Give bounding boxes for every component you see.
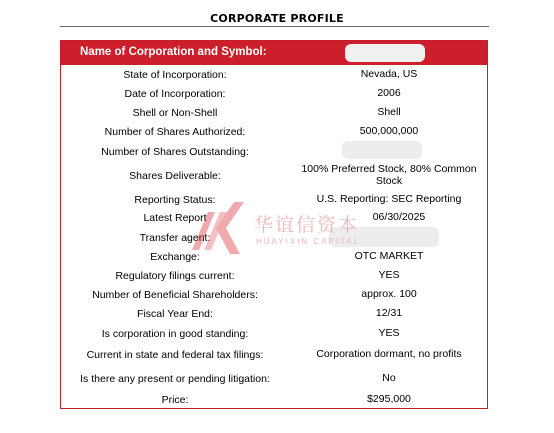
header-label: Name of Corporation and Symbol: (80, 46, 267, 58)
redacted-transfer-agent (329, 227, 439, 247)
row-label: Number of Shares Authorized: (104, 126, 246, 138)
row-value: 12/31 (375, 307, 403, 319)
row-label: Transfer agent: (139, 232, 211, 244)
row-label: Current in state and federal tax filings: (86, 349, 264, 361)
row-value: Corporation dormant, no profits (316, 348, 462, 360)
row-label: Latest Report (143, 212, 207, 224)
row-value: U.S. Reporting: SEC Reporting (316, 193, 462, 205)
row-value: OTC MARKET (354, 250, 424, 262)
page-title: CORPORATE PROFILE (210, 12, 344, 25)
row-value: $295,000 (367, 393, 411, 405)
profile-table (60, 40, 488, 409)
row-label: Number of Beneficial Shareholders: (92, 289, 258, 301)
row-value: Nevada, US (360, 68, 418, 80)
header-row (61, 41, 487, 65)
redacted-name-symbol (345, 44, 425, 62)
row-value: 100% Preferred Stock, 80% Common Stock (301, 163, 477, 187)
row-value: 06/30/2025 (372, 211, 426, 223)
row-value: YES (378, 269, 400, 281)
row-label: Price: (161, 394, 189, 406)
row-value: 500,000,000 (359, 125, 419, 137)
title-divider (60, 26, 489, 27)
row-value: 2006 (377, 87, 401, 99)
redacted-shares-outstanding (342, 141, 422, 159)
row-value: YES (378, 327, 400, 339)
row-label: Number of Shares Outstanding: (101, 146, 249, 158)
row-value: approx. 100 (361, 288, 417, 300)
watermark-english: HUAYIXIN CAPITAL (256, 237, 361, 246)
row-label: Fiscal Year End: (137, 308, 213, 320)
row-value: Shell (377, 106, 401, 118)
row-label: Regulatory filings current: (115, 270, 235, 282)
row-label: Shares Deliverable: (129, 170, 221, 182)
row-label: State of Incorporation: (123, 69, 227, 81)
row-label: Exchange: (150, 251, 200, 263)
watermark-chinese: 华谊信资本 (254, 214, 360, 236)
row-label: Reporting Status: (134, 194, 216, 206)
row-label: Date of Incorporation: (124, 88, 226, 100)
row-value: No (382, 372, 396, 384)
row-label: Is there any present or pending litigation: (80, 373, 270, 385)
row-label: Is corporation in good standing: (101, 328, 249, 340)
row-label: Shell or Non-Shell (132, 107, 218, 119)
